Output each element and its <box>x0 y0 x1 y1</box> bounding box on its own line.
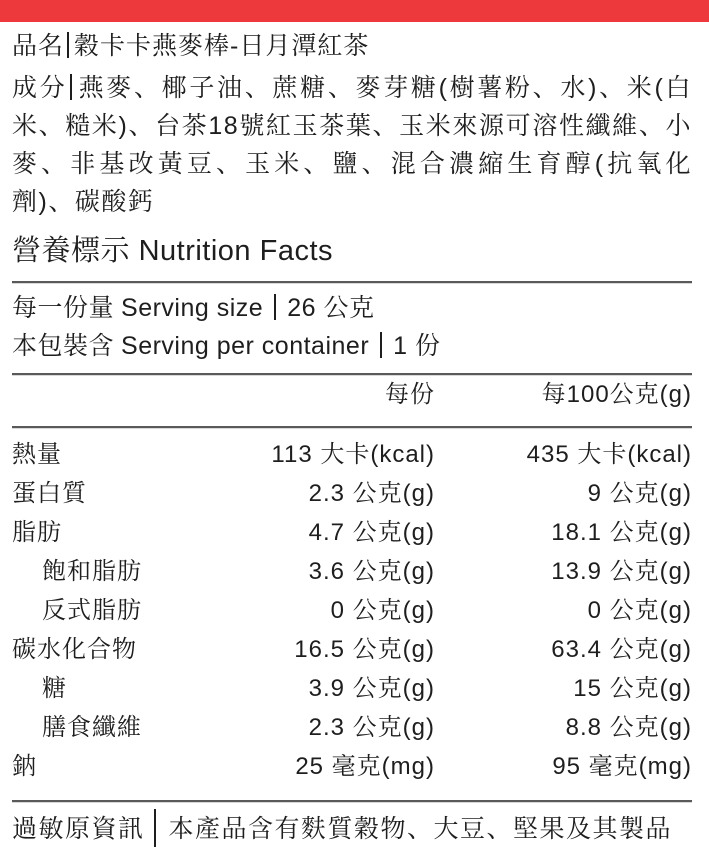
nutrition-row <box>12 435 692 474</box>
nutrition-row <box>12 708 692 747</box>
nutrient-label: 脂肪 <box>12 519 62 546</box>
value-per-serving: 2.3 公克(g) <box>308 480 435 507</box>
nutrition-row <box>12 474 692 513</box>
value-per-serving: 16.5 公克(g) <box>294 636 435 663</box>
value-per-100g: 435 大卡(kcal) <box>526 441 692 468</box>
column-header-per-serving: 每份 <box>385 381 435 408</box>
nutrient-label: 反式脂肪 <box>42 597 142 624</box>
nutrition-row <box>12 513 692 552</box>
nutrient-label: 糖 <box>42 675 67 702</box>
nutrition-row <box>12 591 692 630</box>
ingredients-value: 燕麥、椰子油、蔗糖、麥芽糖(樹薯粉、水)、米(白米、糙米)、台茶18號紅玉茶葉、玉米來源可溶性纖維、小麥、非基改黃豆、玉米、鹽、混合濃縮生育醇(抗氧化劑)、碳酸鈣 <box>12 74 692 216</box>
value-per-serving: 3.6 公克(g) <box>308 558 435 585</box>
serving-size-row <box>12 289 692 327</box>
value-per-serving: 4.7 公克(g) <box>308 519 435 546</box>
servings-per-container-label-zh: 本包裝含 <box>12 332 115 360</box>
serving-size-label-en: Serving size <box>121 294 264 322</box>
nutrition-heading-en: Nutrition Facts <box>138 235 334 267</box>
product-name-label: 品名 <box>12 32 65 60</box>
value-per-100g: 13.9 公克(g) <box>551 558 692 585</box>
nutrition-table <box>12 429 692 786</box>
serving-size-value: 26 公克 <box>287 294 375 322</box>
top-accent-bar <box>0 0 709 22</box>
allergen-value: 本產品含有麩質穀物、大豆、堅果及其製品 <box>168 815 673 843</box>
value-per-serving: 113 大卡(kcal) <box>271 441 435 468</box>
nutrition-row <box>12 630 692 669</box>
value-per-100g: 0 公克(g) <box>587 597 692 624</box>
nutrient-label: 蛋白質 <box>12 480 87 507</box>
serving-size-label-zh: 每一份量 <box>12 294 115 322</box>
servings-per-container-row <box>12 327 692 365</box>
nutrient-label: 鈉 <box>12 753 37 780</box>
column-header-per-100g: 每100公克(g) <box>541 381 692 408</box>
section-divider <box>12 281 692 284</box>
nutrition-heading-zh: 營養標示 <box>12 235 131 267</box>
nutrient-label: 飽和脂肪 <box>42 558 142 585</box>
value-per-100g: 95 毫克(mg) <box>552 753 692 780</box>
ingredients-label: 成分 <box>12 74 68 102</box>
servings-per-container-label-en: Serving per container <box>121 332 370 360</box>
value-per-100g: 63.4 公克(g) <box>551 636 692 663</box>
nutrition-facts-heading <box>12 233 692 269</box>
value-per-serving: 2.3 公克(g) <box>308 714 435 741</box>
separator-bar <box>380 332 382 358</box>
value-per-serving: 0 公克(g) <box>330 597 435 624</box>
value-per-100g: 9 公克(g) <box>587 480 692 507</box>
separator-bar <box>67 32 69 58</box>
servings-per-container-value: 1 份 <box>393 332 441 360</box>
product-name-value: 穀卡卡燕麥棒-日月潭紅茶 <box>74 32 370 60</box>
ingredients-paragraph <box>12 69 692 221</box>
nutrition-row <box>12 552 692 591</box>
nutrient-label: 熱量 <box>12 441 62 468</box>
value-per-serving: 25 毫克(mg) <box>295 753 435 780</box>
separator-bar <box>274 294 276 320</box>
nutrition-row <box>12 747 692 786</box>
allergen-row <box>12 807 692 851</box>
nutrient-label: 膳食纖維 <box>42 714 142 741</box>
value-per-100g: 15 公克(g) <box>573 675 692 702</box>
section-divider <box>12 800 692 803</box>
allergen-label: 過敏原資訊 <box>12 815 145 843</box>
value-per-100g: 18.1 公克(g) <box>551 519 692 546</box>
label-content <box>0 22 709 851</box>
product-name-row <box>12 28 692 65</box>
nutrient-label: 碳水化合物 <box>12 636 137 663</box>
separator-bar <box>70 74 72 100</box>
separator-bar <box>154 809 156 847</box>
value-per-100g: 8.8 公克(g) <box>565 714 692 741</box>
value-per-serving: 3.9 公克(g) <box>308 675 435 702</box>
nutrition-column-header-row <box>12 376 692 414</box>
nutrition-row <box>12 669 692 708</box>
